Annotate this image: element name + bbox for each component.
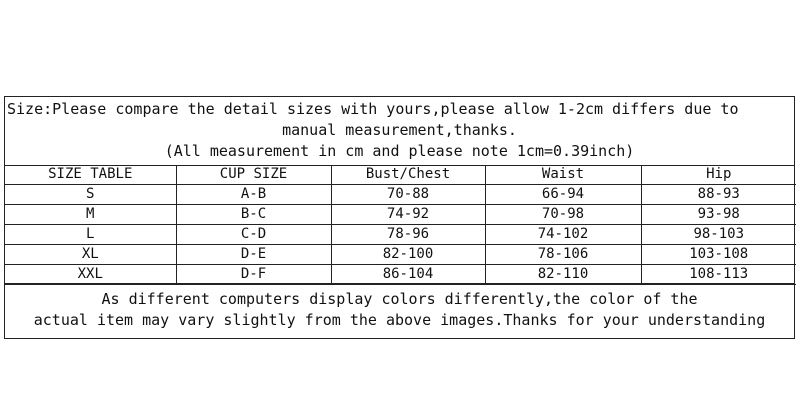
notice-line-2: manual measurement,thanks. [282,121,517,139]
disclaimer-line-2: actual item may vary slightly from the above images.Thanks for your understanding [33,311,766,329]
cell-cup-size: D-F [176,265,331,285]
table-row [5,225,796,245]
cell-size: XL [5,245,176,265]
cell-waist: 70-98 [485,205,641,225]
header-waist: Waist [485,165,641,185]
header-bust-chest: Bust/Chest [331,165,485,185]
table-row [5,265,796,285]
cell-bust-chest: 74-92 [331,205,485,225]
disclaimer-line-1: As different computers display colors differently,the color of the [101,290,698,308]
cell-cup-size: A-B [176,185,331,205]
cell-size: M [5,205,176,225]
measurement-notice [5,97,794,166]
cell-waist: 82-110 [485,265,641,285]
size-table [5,165,796,285]
header-cup-size: CUP SIZE [176,165,331,185]
cell-bust-chest: 82-100 [331,245,485,265]
cell-hip: 88-93 [641,185,796,205]
cell-size: XXL [5,265,176,285]
table-row [5,205,796,225]
cell-waist: 78-106 [485,245,641,265]
cell-waist: 66-94 [485,185,641,205]
cell-cup-size: B-C [176,205,331,225]
cell-bust-chest: 86-104 [331,265,485,285]
color-disclaimer [5,283,794,339]
notice-line-1: Size:Please compare the detail sizes with yours,please allow 1-2cm differs due to [7,100,739,118]
cell-hip: 93-98 [641,205,796,225]
table-header-row [5,165,796,185]
cell-bust-chest: 78-96 [331,225,485,245]
cell-waist: 74-102 [485,225,641,245]
cell-cup-size: D-E [176,245,331,265]
table-row [5,185,796,205]
cell-hip: 103-108 [641,245,796,265]
header-hip: Hip [641,165,796,185]
header-size: SIZE TABLE [5,165,176,185]
table-row [5,245,796,265]
cell-cup-size: C-D [176,225,331,245]
cell-hip: 108-113 [641,265,796,285]
cell-bust-chest: 70-88 [331,185,485,205]
cell-size: L [5,225,176,245]
notice-line-3: (All measurement in cm and please note 1cm=0.39inch) [164,142,635,160]
size-chart [4,96,795,339]
cell-size: S [5,185,176,205]
cell-hip: 98-103 [641,225,796,245]
